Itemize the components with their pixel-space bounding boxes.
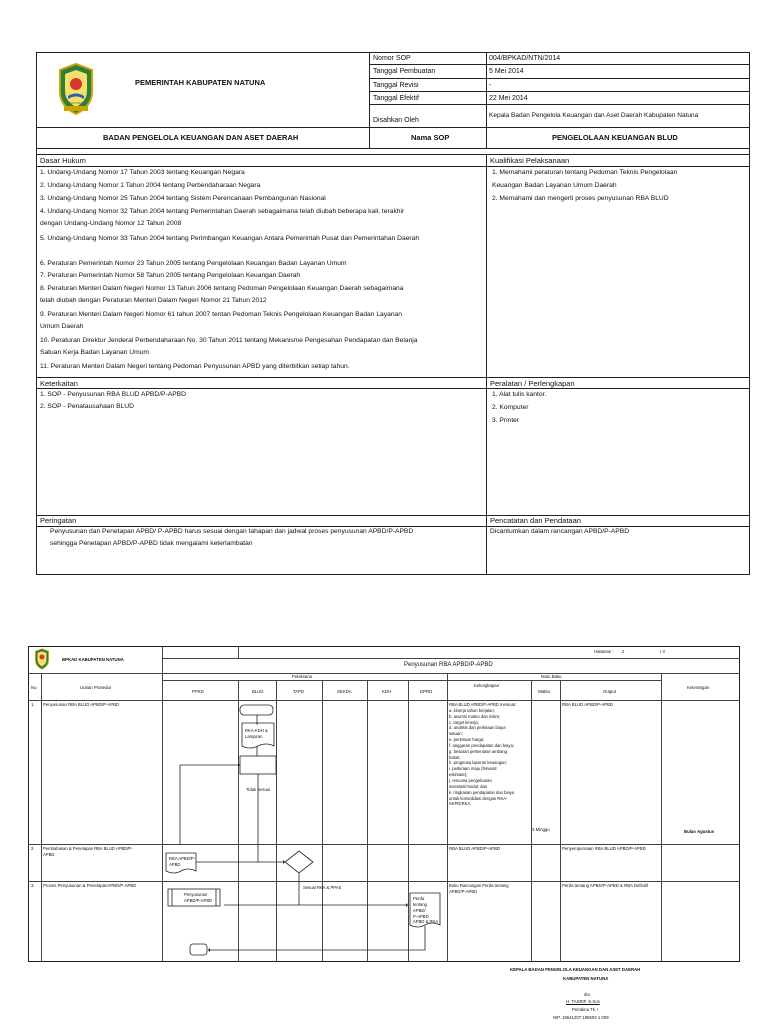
flow-label-penyusunan: Penyusunan APBD/P-APBD [184,892,213,903]
actor-dprd: DPRD [420,689,433,694]
meta-label-pembuatan: Tanggal Pembuatan [373,68,436,75]
signature-rank: Pembina Tk. I [572,1007,599,1012]
actor-sekda: SEKDA [337,689,352,694]
list-item: dengan Undang-Undang Nomor 12 Tahun 2008 [40,220,182,227]
peralatan-title: Peralatan / Perlengkapan [490,379,575,388]
actor-blud: BLUD [252,689,264,694]
peringatan-title: Peringatan [40,516,77,525]
agency-title: BADAN PENGELOLA KEUANGAN DAN ASET DAERAH [103,133,299,142]
row3-no: 3. [31,883,35,888]
meta-label-disahkan: Disahkan Oleh [373,117,419,124]
meta-value-pembuatan: 5 Mei 2014 [489,68,524,75]
meta-value-disahkan: Kepala Badan Pengelola Keuangan dan Aset Daerah Kabupaten Natuna [489,112,699,119]
list-item: 5. Undang-Undang Nomor 33 Tahun 2004 tentang Perimbangan Keuangan Antara Pemerintah Pusat dan Pemerintahan Daerah [40,235,420,242]
list-item: 4. Undang-Undang Nomor 32 Tahun 2004 tentang Pemerintahan Daerah sebagaimana telah diubah beberapa kali, terakhir [40,208,405,215]
row1-kelengkapan: RBA BLUD APBD/P-APBD memuat : a. kinerja tahun berjalan; b. asumsi makro dan mikro; c. target kinerja; d. analisis dan perkiraan biaya satuan; e. perkiraan harga; f. anggaran pendapatan dan biaya; g. besaran persentase ambang batas; h. prognosa laporan keuangan; i. perkiraan maju (forward estimate); j. rencana pengeluaran investasi/modal; dan k. ringkasan pendapatan dan biaya untuk konsolidasi dengan RKA- SKPD/RKA. [449,702,518,807]
list-item: 10. Peraturan Direktur Jenderal Perbendaharaan No. 30 Tahun 2011 tentang Mekanisme Pengesahan Pendapatan dan Belanja [40,337,418,344]
col-waktu: Waktu [538,689,551,694]
list-item: Umum Daerah [40,323,84,330]
flow-label-rka: RKA-KDH & Lampiran [245,728,268,739]
row2-output: Penyempurnaan RBA BLUD APBD/P-APBD [562,846,646,851]
list-item: 9. Peraturan Menteri Dalam Negeri Nomor 61 tahun 2007 tentan Pedoman Teknis Pengelolaan Keuangan Badan Layanan [40,311,402,318]
keterkaitan-title: Keterkaitan [40,379,78,388]
list-item: 6. Peraturan Pemerintah Nomor 23 Tahun 2005 tentang Pengelolaan Keuangan Badan Layanan Umum [40,260,347,267]
actor-ppkd: PPKD [192,689,204,694]
flow-label-perda: Perda tentang APBD/ P-APBD APBD & RKA [413,896,439,925]
government-title: PEMERINTAH KABUPATEN NATUNA [135,78,266,87]
row3-kelengkapan: Buku Rancangan Perda tentang APBD/P-APBD [449,883,509,894]
peringatan-text: sehingga Penetapan APBD/P-APBD tidak mengalami keterlambatan [50,540,253,547]
end-terminal [190,944,207,955]
meta-label-efektif: Tanggal Efektif [373,95,419,102]
meta-value-efektif: 22 Mei 2014 [489,95,528,102]
meta-value-nomor: 004/BPKAD/NTN/2014 [489,55,561,62]
signature-nip: NIP. 19641207 198503 1 009 [553,1015,609,1020]
sop-name-label: Nama SOP [411,133,450,142]
actor-tapd: TAPD [293,689,305,694]
list-item: 3. Undang-Undang Nomor 25 Tahun 2004 tentang Sistem Perencanaan Pembangunan Nasional [40,195,326,202]
pencatatan-title: Pencatatan dan Pendataan [490,516,581,525]
col-pelaksana: Pelaksana [292,674,313,679]
signature-title-2: KABUPATEN NATUNA [563,976,609,981]
process-box [240,756,276,774]
pencatatan-text: Dicantumkan dalam rancangan APBD/P-APBD [490,528,630,535]
list-item: 2. Komputer [492,404,529,411]
sop-name: PENGELOLAAN KEUANGAN BLUD [552,133,678,142]
flow-label-tidak-sesuai: Tidak Sesuai [246,787,271,792]
decision-diamond [285,851,313,873]
flow-label-sesuai: Sesuai RKA & PPAS [303,885,342,890]
row3-uraian: Proses Penyusunan & PenetapanAPBD/P-APBD [43,883,137,888]
row2-keterangan: Bulan Agustus [684,829,715,834]
meta-label-nomor: Nomor SOP [373,55,411,62]
col-kelengkapan: Kelengkapan [474,683,500,688]
signature-name: H. TASRIF, S.Sos [566,999,600,1004]
procedure-title: Penyusunan RBA APBD/P-APBD [404,662,493,668]
meta-value-revisi: - [489,82,492,89]
row2-kelengkapan: RBA BLUD APBD/P-APBD [449,846,501,851]
list-item: 11. Peraturan Menteri Dalam Negeri tentang Pedoman Penyusunan APBD yang diterbitkan setiap tahun. [40,363,350,370]
list-item: 7. Peraturan Pemerintah Nomor 58 Tahun 2005 tentang Pengelolaan Keuangan Daerah [40,272,301,279]
actor-kdh: KDH [382,689,392,694]
list-item: 8. Peraturan Menteri Dalam Negeri Nomor 13 Tahun 2006 tentang Pedoman Pengelolaan Keuangan Daerah sebagaimana [40,285,404,292]
row1-output: RBA BLUD APBD/P-APBD [562,702,614,707]
list-item: 2. SOP - Penatausahaan BLUD [40,403,134,410]
col-uraian: Uraian Prosedur [80,685,112,690]
row1-no: 1. [31,702,35,707]
col-mutu-baku: Mutu Baku [541,674,562,679]
list-item: 1. Undang-Undang Nomor 17 Tahun 2003 tentang Keuangan Negara [40,169,245,176]
list-item: telah diubah dengan Peraturan Menteri Dalam Negeri Nomor 21 Tahun 2012 [40,297,267,304]
list-item: 1. Alat tulis kantor. [492,391,547,398]
row1-uraian: Penyusunan RBA BLUD APBD/P-APBD [43,702,120,707]
flow-label-rba: RBA APBD/P- APBD [169,856,196,867]
list-item: 2. Undang-Undang Nomor 1 Tahun 2004 tentang Perbendaharaan Negara [40,182,261,189]
list-item: 2. Memahami dan mengerti proses penyusunan RBA BLUD [492,195,669,202]
peringatan-text: Penyusunan dan Penetapan APBD/ P-APBD harus sesuai dengan tahapan dan jadwal proses penyusunan APBD/P-APBD [50,528,414,535]
halaman-number: 2 [622,649,625,654]
list-item: Keuangan Badan Layanan Umum Daerah [492,182,617,189]
kualifikasi-title: Kualifikasi Pelaksanaan [490,156,570,165]
row2-uraian: Pembahasan & Penetapan RBA BLUD APBD/P- APBD [43,846,133,857]
signature-title-1: KEPALA BADAN PENGELOLA KEUANGAN DAN ASET DAERAH [510,967,641,972]
procedure-agency: BPKAD KABUPATEN NATUNA [62,657,124,662]
start-terminal [240,705,273,715]
list-item: 1. SOP - Penyusunan RBA BLUD APBD/P-APBD [40,391,186,398]
halaman-total: / 3 [660,649,665,654]
list-item: 1. Memahami peraturan tentang Pedoman Teknis Pengelolaan [492,169,678,176]
row3-output: Perda tentang APBD/P-APBD & RBA Definitif [562,883,649,888]
col-output: Output [603,689,616,694]
col-keterangan: Keterangan [687,685,710,690]
list-item: 3. Printer [492,417,520,424]
row1-waktu: 3 Minggu [532,827,550,832]
list-item: Satuan Kerja Badan Layanan Umum [40,349,149,356]
meta-label-revisi: Tanggal Revisi [373,82,419,89]
row2-no: 2. [31,846,35,851]
signature-ttd: dto [584,992,590,997]
logo-text: NATUNA [70,101,83,105]
dasar-hukum-title: Dasar Hukum [40,156,86,165]
halaman-label: Halaman : [594,649,614,654]
col-no: No. [31,685,38,690]
